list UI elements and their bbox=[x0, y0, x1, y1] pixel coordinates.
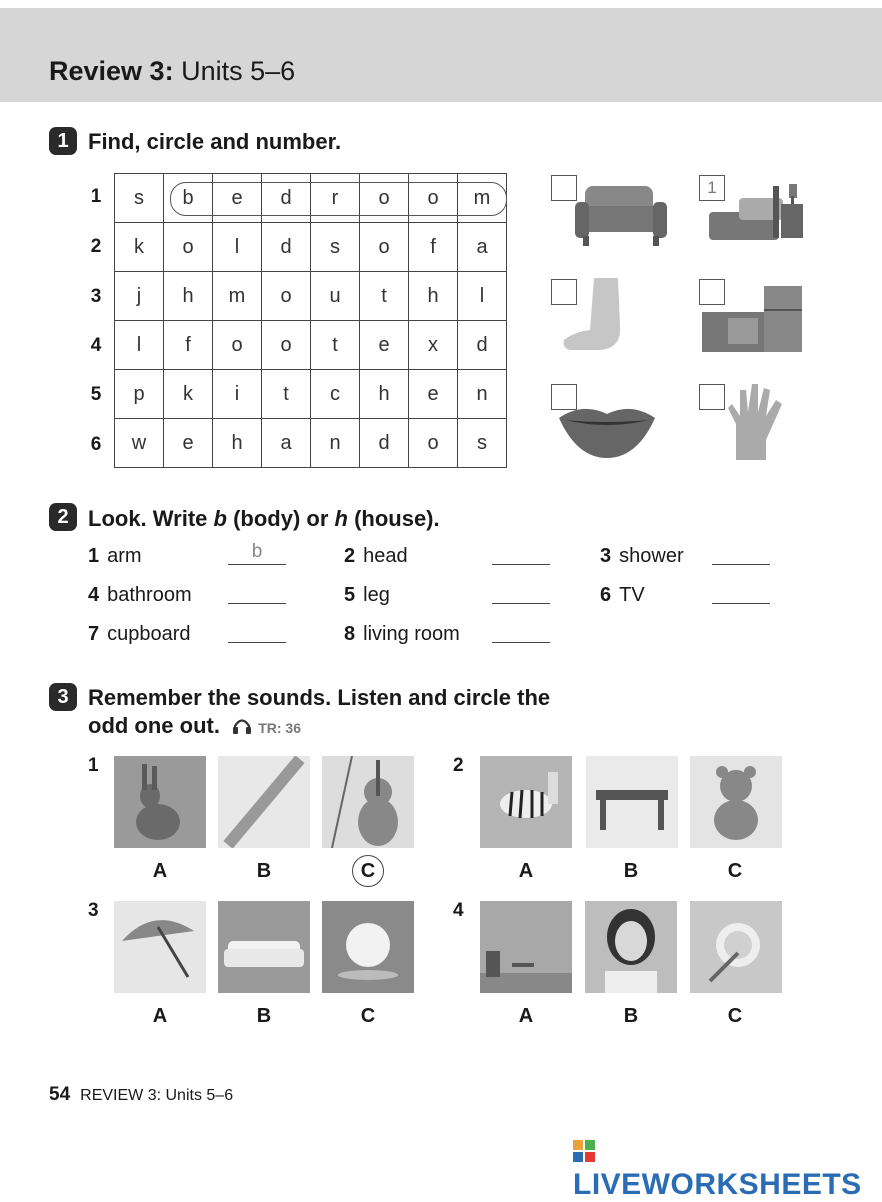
grid-letter[interactable]: d bbox=[262, 174, 311, 223]
grid-letter[interactable]: o bbox=[213, 321, 262, 370]
sofa-image bbox=[575, 178, 667, 250]
option-letter: A bbox=[518, 860, 534, 882]
grid-letter[interactable]: i bbox=[213, 370, 262, 419]
exercise-item: 3 shower bbox=[600, 545, 684, 567]
grid-letter[interactable]: t bbox=[262, 370, 311, 419]
grid-letter[interactable]: e bbox=[409, 370, 458, 419]
teddy-bear-photo[interactable] bbox=[690, 756, 782, 848]
headphones-icon bbox=[232, 717, 252, 735]
question-number: 3 bbox=[88, 900, 99, 921]
grid-letter[interactable]: k bbox=[164, 370, 213, 419]
section-1-badge: 1 bbox=[49, 127, 77, 155]
question-number: 4 bbox=[453, 900, 464, 921]
answer-blank[interactable]: b bbox=[228, 542, 286, 565]
grid-letter[interactable]: l bbox=[213, 223, 262, 272]
grid-letter[interactable]: d bbox=[262, 223, 311, 272]
grid-letter[interactable]: b bbox=[164, 174, 213, 223]
grid-row-number: 1 bbox=[90, 186, 102, 207]
exercise-item: 2 head bbox=[344, 545, 408, 567]
violin-photo[interactable] bbox=[322, 756, 414, 848]
option-letter: C bbox=[727, 860, 743, 882]
option-letter: A bbox=[152, 860, 168, 882]
option-letter: B bbox=[623, 860, 639, 882]
answer-blank[interactable] bbox=[492, 620, 550, 643]
option-letter: B bbox=[256, 860, 272, 882]
grid-row-number: 5 bbox=[90, 384, 102, 405]
sun-photo[interactable] bbox=[322, 901, 414, 993]
option-letter: B bbox=[256, 1005, 272, 1027]
grid-letter[interactable]: f bbox=[409, 223, 458, 272]
track-label: TR: 36 bbox=[258, 720, 302, 736]
spoon-bowl-photo[interactable] bbox=[690, 901, 782, 993]
grid-letter[interactable]: h bbox=[164, 272, 213, 321]
page-footer: 54 REVIEW 3: Units 5–6 bbox=[49, 1084, 234, 1105]
grid-letter[interactable]: n bbox=[458, 370, 507, 419]
exercise-item: 6 TV bbox=[600, 584, 645, 606]
word-search-grid bbox=[114, 173, 507, 468]
liveworksheets-logo: LIVEWORKSHEETS bbox=[573, 1134, 882, 1202]
grid-row bbox=[115, 419, 507, 468]
grid-letter[interactable]: m bbox=[458, 174, 507, 223]
section-3-instruction: Remember the sounds. Listen and circle the bbox=[88, 685, 551, 710]
grid-letter[interactable]: d bbox=[360, 419, 409, 468]
grid-letter[interactable]: o bbox=[360, 174, 409, 223]
zebra-photo[interactable] bbox=[480, 756, 572, 848]
grid-letter[interactable]: t bbox=[360, 272, 409, 321]
section-2-instruction: Look. Write b (body) or h (house). bbox=[88, 506, 440, 531]
section-2-badge: 2 bbox=[49, 503, 77, 531]
grid-letter[interactable]: m bbox=[213, 272, 262, 321]
answer-blank[interactable] bbox=[492, 581, 550, 604]
grid-letter[interactable]: h bbox=[409, 272, 458, 321]
answer-blank[interactable] bbox=[492, 542, 550, 565]
logo-icon bbox=[573, 1136, 595, 1158]
grid-letter[interactable]: e bbox=[360, 321, 409, 370]
ruler-photo[interactable] bbox=[218, 756, 310, 848]
option-letter: A bbox=[518, 1005, 534, 1027]
grid-letter[interactable]: e bbox=[164, 419, 213, 468]
section-3-instruction-line2: odd one out. TR: 36 bbox=[88, 713, 302, 738]
bed-image bbox=[705, 178, 807, 248]
grid-letter[interactable]: x bbox=[409, 321, 458, 370]
grid-letter[interactable]: e bbox=[213, 174, 262, 223]
option-letter: B bbox=[623, 1005, 639, 1027]
section-1-instruction: Find, circle and number. bbox=[88, 129, 342, 154]
grid-letter[interactable]: w bbox=[115, 419, 164, 468]
answer-blank[interactable] bbox=[712, 581, 770, 604]
found-word-circle[interactable] bbox=[170, 182, 507, 216]
foot-image bbox=[560, 276, 630, 356]
grid-letter[interactable]: l bbox=[115, 321, 164, 370]
hand-image bbox=[726, 382, 786, 462]
picture-number-box[interactable] bbox=[551, 175, 577, 201]
grid-letter[interactable]: d bbox=[458, 321, 507, 370]
section-3-badge: 3 bbox=[49, 683, 77, 711]
grid-letter[interactable]: k bbox=[115, 223, 164, 272]
grid-letter[interactable]: h bbox=[213, 419, 262, 468]
grid-letter[interactable]: j bbox=[115, 272, 164, 321]
option-letter: C bbox=[360, 860, 376, 882]
grid-letter[interactable]: o bbox=[262, 321, 311, 370]
grid-letter[interactable]: n bbox=[311, 419, 360, 468]
exercise-item: 5 leg bbox=[344, 584, 390, 606]
option-letter: A bbox=[152, 1005, 168, 1027]
exercise-item: 8 living room bbox=[344, 623, 460, 645]
grid-letter[interactable]: t bbox=[311, 321, 360, 370]
umbrella-photo[interactable] bbox=[114, 901, 206, 993]
option-letter: C bbox=[360, 1005, 376, 1027]
kitchen-image bbox=[700, 282, 804, 356]
picture-number-box[interactable]: 1 bbox=[699, 175, 725, 201]
picture-number-box[interactable] bbox=[699, 384, 725, 410]
grid-letter[interactable]: f bbox=[164, 321, 213, 370]
grid-row bbox=[115, 223, 507, 272]
exercise-item: 4 bathroom bbox=[88, 584, 192, 606]
grid-letter[interactable]: o bbox=[360, 223, 409, 272]
grid-row-number: 3 bbox=[90, 286, 102, 307]
grid-letter[interactable]: o bbox=[262, 272, 311, 321]
wall-room-photo[interactable] bbox=[480, 901, 572, 993]
grid-row-number: 4 bbox=[90, 335, 102, 356]
exercise-item: 7 cupboard bbox=[88, 623, 191, 645]
grid-letter[interactable]: r bbox=[311, 174, 360, 223]
grid-letter[interactable]: u bbox=[311, 272, 360, 321]
exercise-item: 1 arm bbox=[88, 545, 142, 567]
page-title: Review 3: Units 5–6 bbox=[49, 56, 296, 86]
answer-blank[interactable] bbox=[228, 620, 286, 643]
rabbit-photo[interactable] bbox=[114, 756, 206, 848]
grid-letter[interactable]: o bbox=[164, 223, 213, 272]
grid-letter[interactable]: a bbox=[262, 419, 311, 468]
grid-row bbox=[115, 321, 507, 370]
table-photo[interactable] bbox=[586, 756, 678, 848]
sofa-photo[interactable] bbox=[218, 901, 310, 993]
grid-letter[interactable]: h bbox=[360, 370, 409, 419]
answer-blank[interactable] bbox=[228, 581, 286, 604]
option-letter: C bbox=[727, 1005, 743, 1027]
answer-blank[interactable] bbox=[712, 542, 770, 565]
question-number: 2 bbox=[453, 755, 464, 776]
mouth-image bbox=[557, 404, 657, 460]
grid-letter[interactable]: s bbox=[115, 174, 164, 223]
woman-photo[interactable] bbox=[585, 901, 677, 993]
grid-letter[interactable]: o bbox=[409, 174, 458, 223]
grid-letter[interactable]: c bbox=[311, 370, 360, 419]
grid-letter[interactable]: s bbox=[458, 419, 507, 468]
grid-row-number: 6 bbox=[90, 434, 102, 455]
grid-row bbox=[115, 272, 507, 321]
grid-row bbox=[115, 370, 507, 419]
header-band bbox=[0, 8, 882, 102]
grid-letter[interactable]: o bbox=[409, 419, 458, 468]
question-number: 1 bbox=[88, 755, 99, 776]
grid-letter[interactable]: s bbox=[311, 223, 360, 272]
grid-letter[interactable]: a bbox=[458, 223, 507, 272]
grid-letter[interactable]: p bbox=[115, 370, 164, 419]
grid-row-number: 2 bbox=[90, 236, 102, 257]
grid-letter[interactable]: l bbox=[458, 272, 507, 321]
